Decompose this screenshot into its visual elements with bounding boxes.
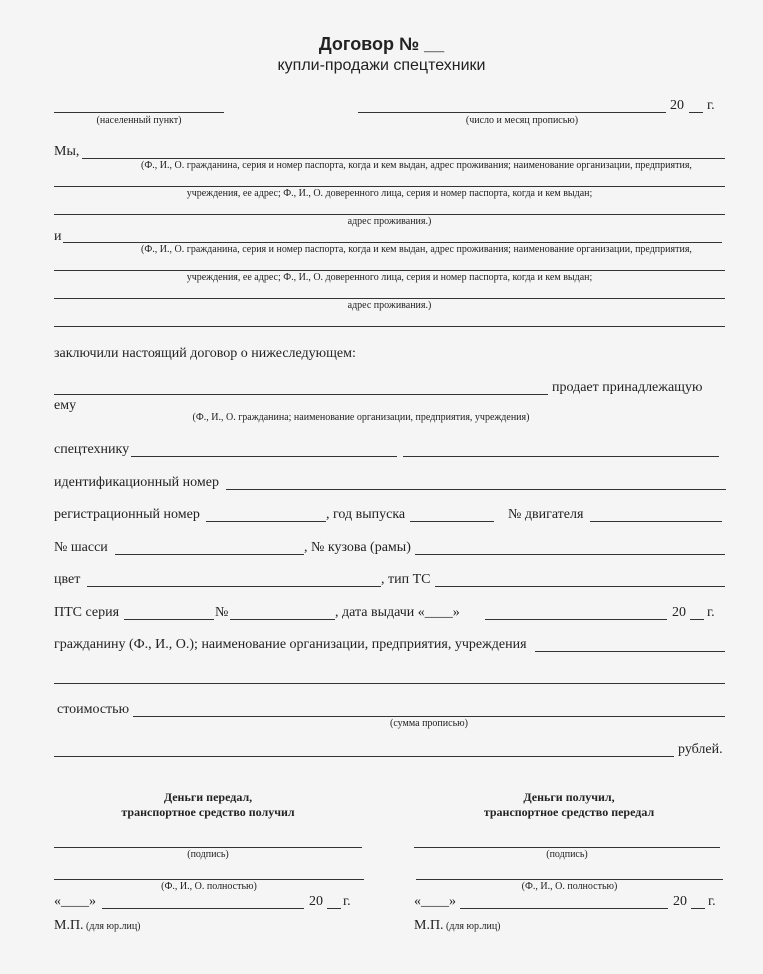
party1-line-2[interactable] (54, 186, 725, 187)
pts-issue-date-line[interactable] (485, 619, 667, 620)
equipment-label: спецтехнику (54, 442, 130, 457)
party2-line-1[interactable] (63, 242, 722, 243)
type-line[interactable] (435, 586, 725, 587)
date-year-suffix: г. (707, 98, 715, 113)
body-line[interactable] (415, 554, 725, 555)
type-label: , тип ТС (381, 572, 431, 587)
pts-series-line[interactable] (124, 619, 214, 620)
left-signature-caption: (подпись) (187, 849, 229, 860)
left-sign-heading-1: Деньги передал, (163, 790, 253, 804)
party1-line-3[interactable] (54, 214, 725, 215)
seller-line[interactable] (54, 394, 548, 395)
left-year-line[interactable] (327, 908, 341, 909)
right-signature-line[interactable] (414, 847, 720, 848)
equipment-line-1[interactable] (131, 456, 397, 457)
left-date-line[interactable] (102, 908, 304, 909)
party2-label: и (54, 229, 62, 244)
engine-line[interactable] (590, 521, 722, 522)
right-year-line[interactable] (691, 908, 705, 909)
intro-text: заключили настоящий договор о нижеследующем: (54, 346, 356, 361)
cost-label: стоимостью (57, 702, 130, 717)
chassis-label: № шасси (54, 540, 108, 555)
party2-line-4[interactable] (54, 326, 725, 327)
body-label: , № кузова (рамы) (304, 540, 411, 555)
place-caption: (населенный пункт) (96, 115, 182, 126)
pts-year-suffix: г. (707, 605, 715, 620)
place-field-line[interactable] (54, 112, 224, 113)
date-year-line[interactable] (689, 112, 703, 113)
sum-caption: (сумма прописью) (390, 718, 468, 729)
sum-line[interactable] (54, 756, 674, 757)
party2-caption-2: учреждения, ее адрес; Ф., И., О. доверенного лица, серия и номер паспорта, когда и кем выдан; (186, 272, 593, 283)
date-year-prefix: 20 (670, 98, 684, 113)
party1-label: Мы, (54, 144, 80, 159)
pts-issue-date-label: , дата выдачи «____» (335, 605, 460, 620)
equipment-line-2[interactable] (403, 456, 719, 457)
chassis-line[interactable] (115, 554, 304, 555)
buyer-line-1[interactable] (535, 651, 725, 652)
right-stamp-note: (для юр.лиц) (446, 921, 501, 932)
party2-caption-1: (Ф., И., О. гражданина, серия и номер паспорта, когда и кем выдан, адрес проживания; наименование организации, предприятия, (141, 244, 692, 255)
pts-number-line[interactable] (230, 619, 335, 620)
color-line[interactable] (87, 586, 381, 587)
id-number-line[interactable] (226, 489, 726, 490)
left-name-caption: (Ф., И., О. полностью) (161, 881, 257, 892)
pts-number-sign: № (215, 605, 229, 620)
id-number-label: идентификационный номер (54, 475, 219, 490)
right-name-line[interactable] (416, 879, 723, 880)
pts-year-prefix: 20 (672, 605, 686, 620)
right-stamp-label: М.П. (414, 918, 444, 933)
left-stamp-note: (для юр.лиц) (86, 921, 141, 932)
party2-caption-3: адрес проживания.) (347, 300, 432, 311)
left-year-prefix: 20 (309, 894, 323, 909)
buyer-label: гражданину (Ф., И., О.); наименование организации, предприятия, учреждения (54, 637, 527, 652)
party1-caption-2: учреждения, ее адрес; Ф., И., О. доверенного лица, серия и номер паспорта, когда и кем выдан; (186, 188, 593, 199)
year-label: , год выпуска (326, 507, 406, 522)
him-label: ему (54, 398, 77, 413)
reg-number-label: регистрационный номер (54, 507, 200, 522)
document-title: Договор № __ (318, 34, 445, 54)
engine-label: № двигателя (508, 507, 584, 522)
right-sign-heading-1: Деньги получил, (523, 790, 615, 804)
right-name-caption: (Ф., И., О. полностью) (521, 881, 618, 892)
buyer-line-2[interactable] (54, 683, 725, 684)
document-subtitle: купли-продажи спецтехники (277, 57, 486, 74)
left-year-suffix: г. (343, 894, 351, 909)
right-sign-heading-2: транспортное средство передал (483, 805, 655, 819)
right-date-open: «____» (414, 894, 456, 909)
party1-line-1[interactable] (82, 158, 725, 159)
left-date-open: «____» (54, 894, 96, 909)
color-label: цвет (54, 572, 81, 587)
seller-caption: (Ф., И., О. гражданина; наименование организации, предприятия, учреждения) (192, 412, 530, 423)
right-signature-caption: (подпись) (546, 849, 588, 860)
left-stamp-label: М.П. (54, 918, 84, 933)
party1-caption-1: (Ф., И., О. гражданина, серия и номер паспорта, когда и кем выдан, адрес проживания; наименование организации, предприятия, (141, 160, 692, 171)
rubles-label: рублей. (678, 742, 723, 757)
right-year-prefix: 20 (673, 894, 687, 909)
party2-line-2[interactable] (54, 270, 725, 271)
party1-caption-3: адрес проживания.) (347, 216, 432, 227)
pts-label: ПТС серия (54, 605, 120, 620)
sells-label: продает принадлежащую (552, 380, 703, 395)
date-caption: (число и месяц прописью) (465, 115, 579, 126)
left-sign-heading-2: транспортное средство получил (121, 805, 295, 819)
party2-line-3[interactable] (54, 298, 725, 299)
pts-year-line[interactable] (690, 619, 704, 620)
reg-number-line[interactable] (206, 521, 326, 522)
year-line[interactable] (410, 521, 494, 522)
date-field-line[interactable] (358, 112, 666, 113)
cost-line[interactable] (133, 716, 725, 717)
left-signature-line[interactable] (54, 847, 362, 848)
right-date-line[interactable] (460, 908, 668, 909)
right-year-suffix: г. (708, 894, 716, 909)
left-name-line[interactable] (54, 879, 364, 880)
